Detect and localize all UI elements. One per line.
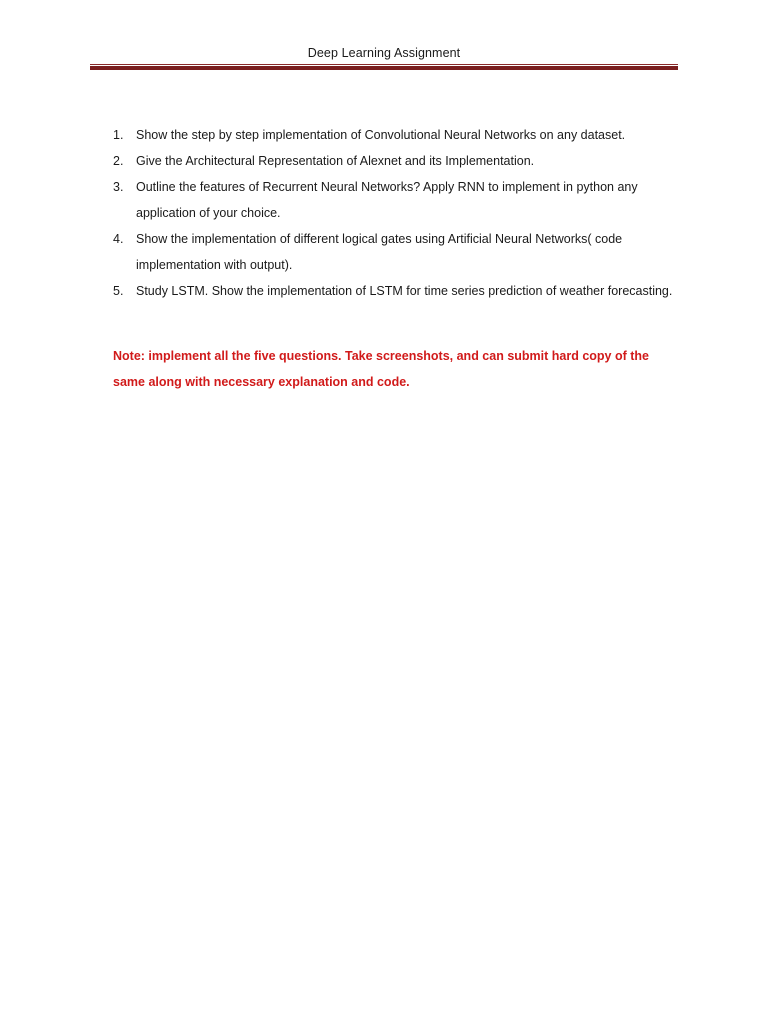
- header-rule-thin: [90, 64, 678, 65]
- page-header-title: Deep Learning Assignment: [307, 46, 461, 60]
- assignment-note: Note: implement all the five questions. Take screenshots, and can submit hard copy of the same along with necessary explanation and code.: [113, 349, 649, 389]
- question-text: Show the implementation of different logical gates using Artificial Neural Networks( code implementation with output).: [136, 232, 623, 272]
- question-text: Study LSTM. Show the implementation of LSTM for time series prediction of weather forecasting.: [136, 284, 673, 298]
- question-item-4: [113, 226, 673, 278]
- question-number: 1.: [113, 128, 124, 142]
- question-text: Give the Architectural Representation of Alexnet and its Implementation.: [136, 154, 535, 168]
- question-number: 5.: [113, 284, 124, 298]
- question-text: Show the step by step implementation of Convolutional Neural Networks on any dataset.: [136, 128, 626, 142]
- question-item-3: [113, 174, 673, 226]
- question-text: Outline the features of Recurrent Neural Networks? Apply RNN to implement in python any application of your choice.: [136, 180, 638, 220]
- question-number: 4.: [113, 232, 124, 246]
- header-rule-thick: [90, 66, 678, 70]
- question-item-2: [113, 148, 673, 174]
- question-number: 3.: [113, 180, 124, 194]
- question-item-5: [113, 278, 673, 304]
- question-list: [113, 122, 673, 304]
- question-number: 2.: [113, 154, 124, 168]
- question-item-1: [113, 122, 673, 148]
